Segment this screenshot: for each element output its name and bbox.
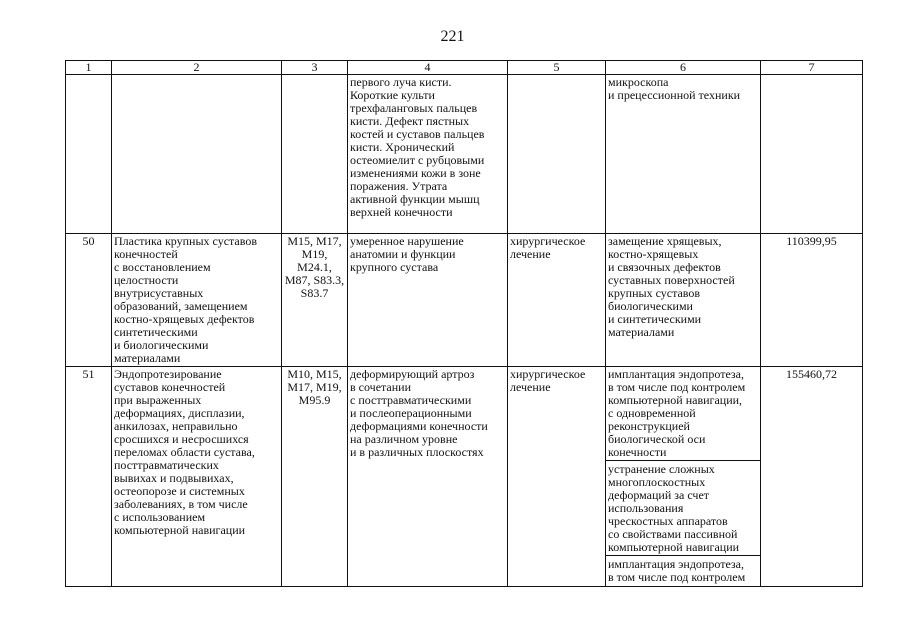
patient-model: умеренное нарушение анатомии и функции крупного сустава: [348, 234, 508, 367]
icd-codes: M10, M15, M17, M19, M95.9: [282, 367, 348, 587]
service-name: Пластика крупных суставов конечностей с восстановлением целостности внутрисуставных образований, замещением костно-хрящевых дефектов синтетическими и биологическими материалами: [112, 234, 282, 367]
service-name: Эндопротезирование суставов конечностей при выраженных деформациях, дисплазии, анкилозах, неправильно сросшихся и несросшихся переломах области сустава, посттравматических вывихах и подвывихах, остеопорозе и системных заболеваниях, в том числе с использованием компьютерной навигации: [112, 367, 282, 587]
icd-codes: [282, 75, 348, 234]
treatment-type: хирургическое лечение: [508, 234, 606, 367]
column-header-1: 1: [66, 61, 112, 75]
treatment-methods: [606, 75, 761, 234]
treatment-methods: [606, 367, 761, 587]
column-header-4: 4: [348, 61, 508, 75]
column-header-5: 5: [508, 61, 606, 75]
cost-value: [761, 75, 863, 234]
table-row: [66, 234, 863, 367]
column-header-6: 6: [606, 61, 761, 75]
patient-model: деформирующий артроз в сочетании с посттравматическими и послеоперационными деформациями конечности на различном уровне и в различных плоскостях: [348, 367, 508, 587]
patient-model: первого луча кисти. Короткие культи трехфаланговых пальцев кисти. Дефект пястных костей и суставов пальцев кисти. Хронический остеомиелит с рубцовыми изменениями кожи в зоне поражения. Утрата активной функции мышц верхней конечности: [348, 75, 508, 234]
treatment-methods: [606, 234, 761, 367]
cost-value: 155460,72: [761, 367, 863, 587]
row-number: 51: [66, 367, 112, 587]
treatment-type: [508, 75, 606, 234]
method-item: имплантация эндопротеза, в том числе под контролем компьютерной навигации, с одновременной реконструкцией биологической оси конечности: [608, 367, 746, 459]
column-header-7: 7: [761, 61, 863, 75]
service-name: [112, 75, 282, 234]
page-number: 221: [440, 28, 465, 45]
method-item: устранение сложных многоплоскостных деформаций за счет использования чрескостных аппаратов со свойствами пассивной компьютерной навигации: [606, 460, 760, 555]
method-item: замещение хрящевых, костно-хрящевых и связочных дефектов суставных поверхностей крупных суставов биологическими и синтетическими материалами: [608, 234, 735, 339]
treatment-type: хирургическое лечение: [508, 367, 606, 587]
table-row: [66, 75, 863, 234]
header-row: [66, 61, 863, 75]
services-table: [65, 60, 863, 587]
cost-value: 110399,95: [761, 234, 863, 367]
column-header-3: 3: [282, 61, 348, 75]
column-header-2: 2: [112, 61, 282, 75]
table-row: [66, 367, 863, 587]
row-number: 50: [66, 234, 112, 367]
row-number: [66, 75, 112, 234]
method-item: микроскопа и прецессионной техники: [608, 75, 741, 102]
method-item: имплантация эндопротеза, в том числе под контролем: [606, 555, 760, 585]
icd-codes: M15, M17, M19, M24.1, M87, S83.3, S83.7: [282, 234, 348, 367]
